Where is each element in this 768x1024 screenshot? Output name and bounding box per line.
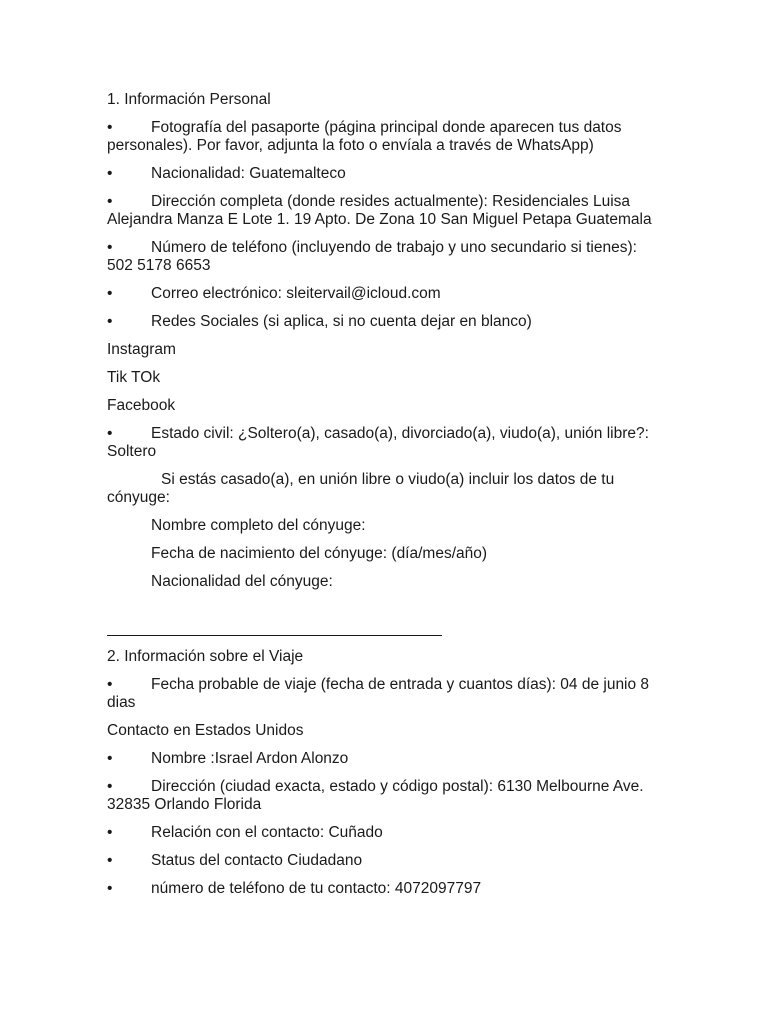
blank-space (107, 601, 667, 635)
nationality-item (107, 165, 667, 183)
contact-status-item (107, 852, 667, 870)
spouse-name-text: Nombre completo del cónyuge: (151, 517, 366, 534)
contact-address-text: Dirección (ciudad exacta, estado y código postal): 6130 Melbourne Ave. 32835 Orlando Florida (107, 778, 644, 813)
bullet: • (107, 750, 113, 767)
social-text: Redes Sociales (si aplica, si no cuenta dejar en blanco) (151, 313, 532, 330)
bullet: • (107, 425, 113, 442)
bullet: • (107, 285, 113, 302)
spouse-note: Si estás casado(a), en unión libre o viudo(a) incluir los datos de tu cónyuge: (107, 471, 615, 506)
bullet: • (107, 852, 113, 869)
travel-date-item (107, 676, 667, 712)
nationality-text: Nacionalidad: Guatemalteco (151, 165, 346, 182)
bullet: • (107, 193, 113, 210)
spouse-nationality-text: Nacionalidad del cónyuge: (151, 573, 333, 590)
contact-address-item (107, 778, 667, 814)
bullet: • (107, 880, 113, 897)
passport-text: Fotografía del pasaporte (página principal donde aparecen tus datos personales). Por favor, adjunta la foto o envíala a través de WhatsApp) (107, 119, 622, 154)
bullet: • (107, 676, 113, 693)
bullet: • (107, 824, 113, 841)
spouse-name-item (107, 517, 667, 535)
bullet: • (107, 778, 113, 795)
document-page (107, 91, 667, 908)
bullet: • (107, 165, 113, 182)
civil-status-text: Estado civil: ¿Soltero(a), casado(a), divorciado(a), viudo(a), unión libre?: Soltero (107, 425, 649, 460)
spouse-birth-text: Fecha de nacimiento del cónyuge: (día/mes/año) (151, 545, 488, 562)
address-text: Dirección completa (donde resides actualmente): Residenciales Luisa Alejandra Manza E Lote 1. 19 Apto. De Zona 10 San Miguel Petapa Guatemala (107, 193, 652, 228)
contact-heading: Contacto en Estados Unidos (107, 722, 304, 739)
section2-heading: 2. Información sobre el Viaje (107, 648, 304, 665)
passport-item (107, 119, 667, 155)
horizontal-rule (107, 635, 442, 636)
bullet: • (107, 239, 113, 256)
civil-status-item (107, 425, 667, 461)
spouse-nationality-item (107, 573, 667, 591)
contact-status-text: Status del contacto Ciudadano (151, 852, 363, 869)
contact-name-item (107, 750, 667, 768)
bullet: • (107, 119, 113, 136)
contact-relation-item (107, 824, 667, 842)
contact-phone-item (107, 880, 667, 898)
phone-text: Número de teléfono (incluyendo de trabajo y uno secundario si tienes): 502 5178 6653 (107, 239, 637, 274)
facebook-line: Facebook (107, 397, 176, 414)
tiktok-line: Tik TOk (107, 369, 161, 386)
section1-heading: 1. Información Personal (107, 91, 271, 108)
contact-phone-text: número de teléfono de tu contacto: 4072097797 (151, 880, 482, 897)
email-item (107, 285, 667, 303)
bullet: • (107, 313, 113, 330)
address-item (107, 193, 667, 229)
spouse-birth-item (107, 545, 667, 563)
email-text: Correo electrónico: sleitervail@icloud.com (151, 285, 441, 302)
instagram-line: Instagram (107, 341, 176, 358)
phone-item (107, 239, 667, 275)
contact-relation-text: Relación con el contacto: Cuñado (151, 824, 383, 841)
social-item (107, 313, 667, 331)
travel-date-text: Fecha probable de viaje (fecha de entrada y cuantos días): 04 de junio 8 dias (107, 676, 650, 711)
contact-name-text: Nombre :Israel Ardon Alonzo (151, 750, 349, 767)
